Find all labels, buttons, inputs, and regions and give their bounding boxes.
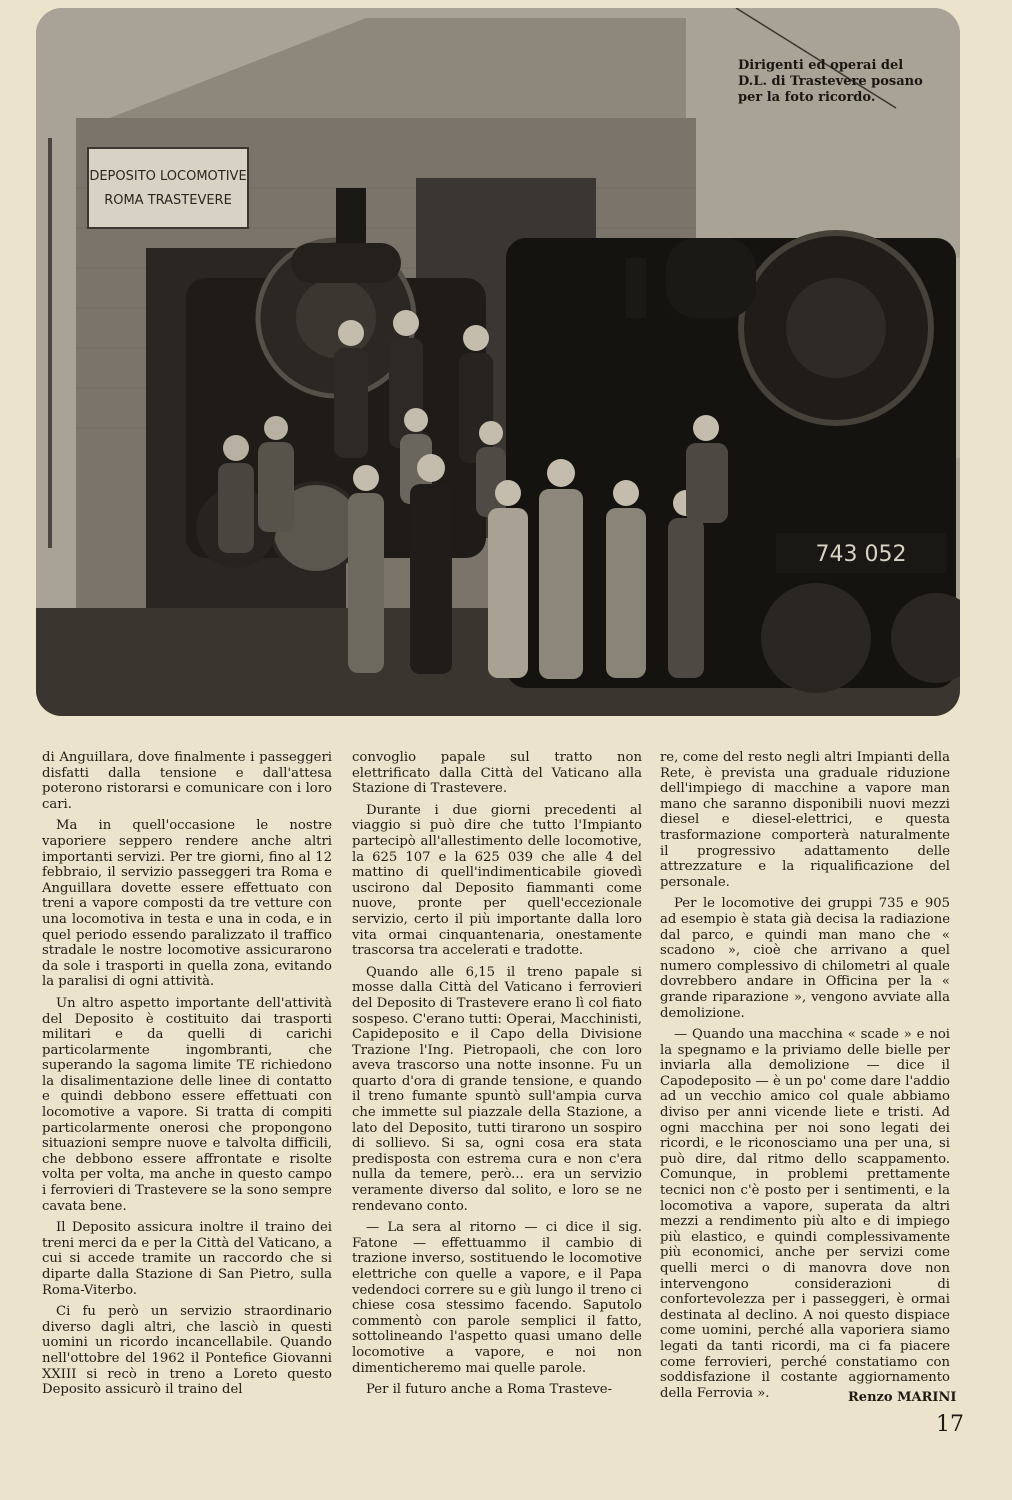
sign-line-1: DEPOSITO LOCOMOTIVE <box>89 169 247 184</box>
locomotive-number: 743 052 <box>815 542 907 567</box>
paragraph: Quando alle 6,15 il treno papale si mosse dalla Città del Vaticano i ferrovieri del Deposito di Trastevere erano lì col fiato sospeso. C'erano tutti: Operai, Macchinisti, Capideposito e il Capo della Divisione Trazione l'Ing. Pietropaoli, che con loro aveva trascorso una notte insonne. Fu un quarto d'ora di grande tensione, e quando il treno fumante spuntò sull'ampia curva che immette sul piazzale della Stazione, a lato del Deposito, tutti tirarono un sospiro di sollievo. Si sa, ogni cosa era stata predisposta con estrema cura e non c'era nulla da temere, però... era un servizio veramente diverso dal solito, e loro se ne rendevano conto. <box>352 964 642 1214</box>
paragraph: — Quando una macchina « scade » e noi la spegnamo e la priviamo delle bielle per inviarla alla demolizione — dice il Capodeposito — è un po' come dare l'addio ad un vecchio amico col quale abbiamo diviso per anni vicende liete e tristi. Ad ogni macchina per noi sono legati dei ricordi, e le riconosciamo una per una, si può dire, dal ritmo dello scappamento. Comunque, in problemi prettamente tecnici non c'è posto per i sentimenti, e la locomotiva a vapore, superata da altri mezzi a rendimento più alto e di impiego più elastico, e quindi complessivamente più economici, anche per servizi come quelli merci o di manovra dove non intervengono considerazioni di confortevolezza per i passeggeri, è ormai destinata al declino. A noi questo dispiace come uomini, perché alla vaporiera siamo legati da tanti ricordi, ma ci fa piacere come ferrovieri, perché constatiamo con soddisfazione il costante aggiornamento della Ferrovia ». <box>660 1027 950 1401</box>
paragraph: Ci fu però un servizio straordinario diverso dagli altri, che lasciò in questi uomini un ricordo incancellabile. Quando nell'ottobre del 1962 il Pontefice Giovanni XXIII si recò in treno a Loreto questo Deposito assicurò il traino del <box>42 1304 332 1398</box>
article-column-1 <box>42 750 332 1404</box>
caption-line: D.L. di Trastevere posano <box>738 74 923 89</box>
photo-illustration <box>36 8 960 716</box>
paragraph: Durante i due giorni precedenti al viaggio si può dire che tutto l'Impianto partecipò all'allestimento delle locomotive, la 625 107 e la 625 039 che alle 4 del mattino di quell'indimenticabile giovedì uscirono dal Deposito fiammanti come nuove, pronte per quell'eccezionale servizio, certo il più importante dalla loro vita ormai cinquantenaria, onestamente trascorsa tra accelerati e tradotte. <box>352 802 642 959</box>
depot-sign <box>88 148 248 228</box>
paragraph: di Anguillara, dove finalmente i passeggeri disfatti dalla tensione e dall'attesa poterono ristorarsi e comunicare con i loro cari. <box>42 750 332 812</box>
paragraph: Per le locomotive dei gruppi 735 e 905 ad esempio è stata già decisa la radiazione dal parco, e quindi man mano che « scadono », cioè che arrivano a quel numero complessivo di chilometri al quale dovrebbero andare in Officina per la « grande riparazione », vengono avviate alla demolizione. <box>660 896 950 1021</box>
article-column-3 <box>660 750 950 1407</box>
paragraph: re, come del resto negli altri Impianti della Rete, è prevista una graduale riduzione dell'impiego di macchine a vapore man mano che saranno disponibili nuovi mezzi diesel e diesel-elettrici, e questa trasformazione comporterà naturalmente il progressivo adattamento delle attrezzature e la riqualificazione del personale. <box>660 750 950 890</box>
paragraph: — La sera al ritorno — ci dice il sig. Fatone — effettuammo il cambio di trazione inverso, sostituendo le locomotive elettriche con quelle a vapore, e il Papa vedendoci correre su e giù lungo il treno ci chiese cosa stessimo facendo. Saputolo commentò con parole semplici il fatto, sottolineando l'aspetto quasi umano delle locomotive a vapore, e noi non dimenticheremo mai quelle parole. <box>352 1220 642 1376</box>
locomotive-photo <box>36 8 960 716</box>
caption-line: Dirigenti ed operai del <box>738 58 904 73</box>
caption-line: per la foto ricordo. <box>738 90 876 105</box>
paragraph: Un altro aspetto importante dell'attività del Deposito è costituito dai trasporti militari e da quelli di carichi particolarmente ingombranti, che superando la sagoma limite TE richiedono la disalimentazione delle linee di contatto e quindi debbono essere effettuati con locomotive a vapore. Si tratta di compiti particolarmente onerosi che propongono situazioni sempre nuove e talvolta difficili, che debbono essere affrontate e risolte volta per volta, ma anche in questo campo i ferrovieri di Trastevere se la sono sempre cavata bene. <box>42 995 332 1214</box>
photo-caption <box>738 58 938 106</box>
paragraph: Il Deposito assicura inoltre il traino dei treni merci da e per la Città del Vaticano, a cui si accede tramite un raccordo che si diparte dalla Stazione di San Pietro, sulla Roma-Viterbo. <box>42 1220 332 1298</box>
sign-line-2: ROMA TRASTEVERE <box>104 193 232 208</box>
author-signature: Renzo MARINI <box>848 1390 957 1405</box>
paragraph: Ma in quell'occasione le nostre vaporiere seppero rendere anche altri importanti servizi. Per tre giorni, fino al 12 febbraio, il servizio passeggeri tra Roma e Anguillara dovette essere effettuato con treni a vapore composti da tre vetture con una locomotiva in testa e una in coda, e in quel periodo essendo paralizzato il traffico stradale le nostre locomotive assicurarono da sole i trasporti in quella zona, evitando la paralisi di ogni attività. <box>42 818 332 990</box>
article-column-2 <box>352 750 642 1404</box>
paragraph: convoglio papale sul tratto non elettrificato dalla Città del Vaticano alla Stazione di Trastevere. <box>352 750 642 797</box>
page-number: 17 <box>936 1412 964 1437</box>
paragraph: Per il futuro anche a Roma Trasteve- <box>366 1382 613 1398</box>
